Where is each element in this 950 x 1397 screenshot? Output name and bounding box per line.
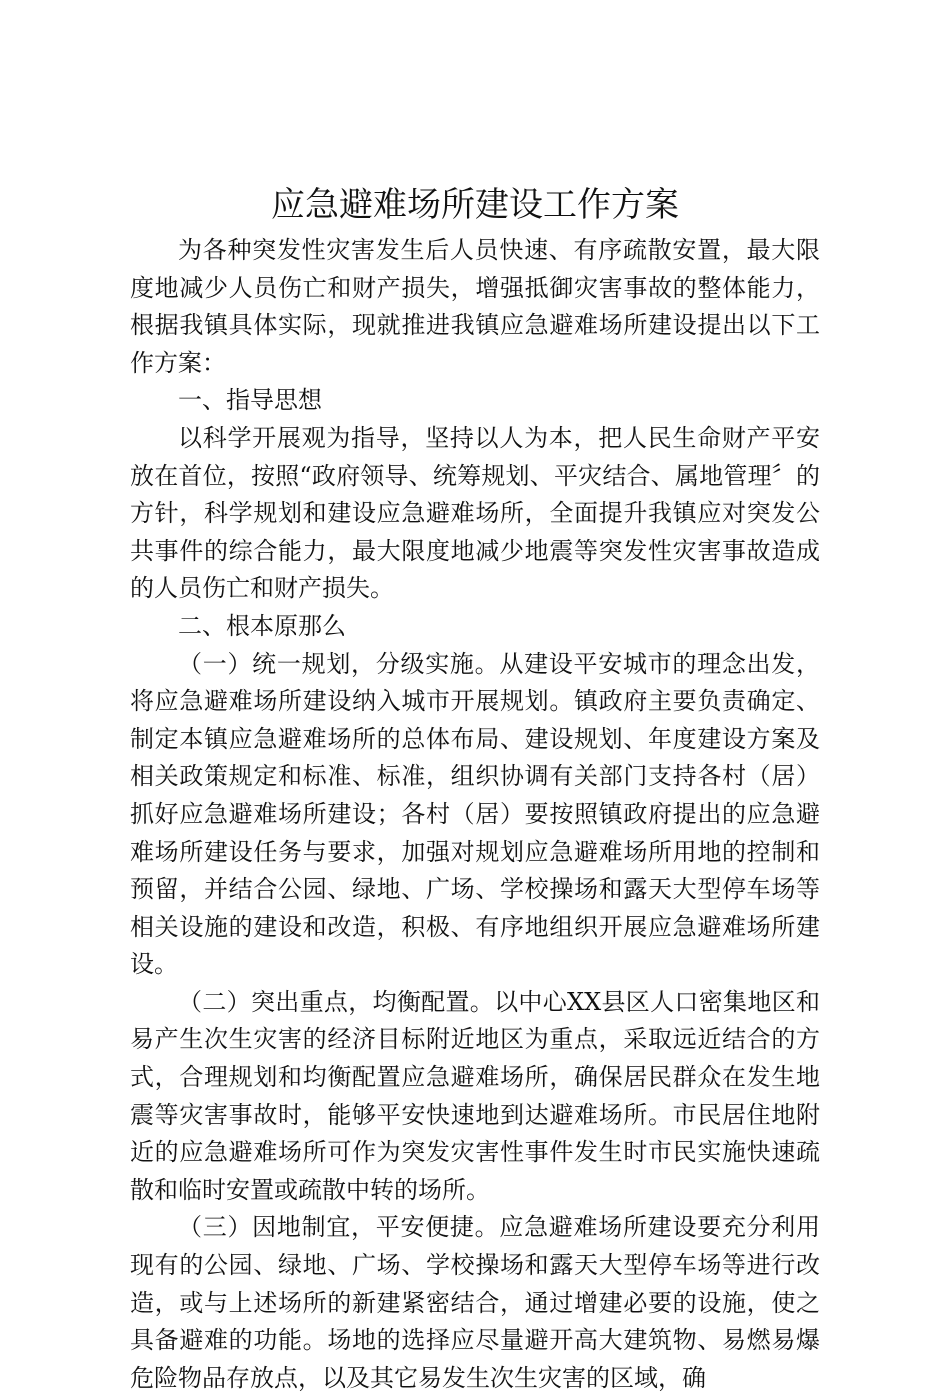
guiding-ideology-paragraph: 以科学开展观为指导，坚持以人为本，把人民生命财产平安放在首位，按照“政府领导、统筹规划、平灾结合、属地管理〞的方针，科学规划和建设应急避难场所，全面提升我镇应对突发公共事件的综合能力，最大限度地减少地震等突发性灾害事故造成的人员伤亡和财产损失。: [130, 423, 820, 603]
section-heading-basic-principles: 二、根本原那么: [178, 611, 346, 640]
section-heading-guiding-ideology: 一、指导思想: [178, 386, 322, 415]
principle-2-paragraph: （二）突出重点，均衡配置。以中心XX县区人口密集地区和易产生次生灾害的经济目标附近地区为重点，采取远近结合的方式，合理规划和均衡配置应急避难场所，确保居民群众在发生地震等灾害事故时，能够平安快速地到达避难场所。市民居住地附近的应急避难场所可作为突发灾害性事件发生时市民实施快速疏散和临时安置或疏散中转的场所。: [130, 987, 820, 1204]
principle-1-paragraph: （一）统一规划，分级实施。从建设平安城市的理念出发，将应急避难场所建设纳入城市开展规划。镇政府主要负责确定、制定本镇应急避难场所的总体布局、建设规划、年度建设方案及相关政策规定和标准、标准，组织协调有关部门支持各村（居）抓好应急避难场所建设；各村（居）要按照镇政府提出的应急避难场所建设任务与要求，加强对规划应急避难场所用地的控制和预留，并结合公园、绿地、广场、学校操场和露天大型停车场等相关设施的建设和改造，积极、有序地组织开展应急避难场所建设。: [130, 649, 820, 979]
document-title: 应急避难场所建设工作方案: [271, 185, 679, 225]
document-body: [130, 232, 820, 1397]
intro-paragraph: 为各种突发性灾害发生后人员快速、有序疏散安置，最大限度地减少人员伤亡和财产损失，增强抵御灾害事故的整体能力，根据我镇具体实际，现就推进我镇应急避难场所建设提出以下工作方案：: [130, 236, 820, 377]
principle-3-paragraph: （三）因地制宜，平安便捷。应急避难场所建设要充分利用现有的公园、绿地、广场、学校操场和露天大型停车场等进行改造，或与上述场所的新建紧密结合，通过增建必要的设施，使之具备避难的功能。场地的选择应尽量避开高大建筑物、易燃易爆危险物品存放点，以及其它易发生次生灾害的区域，确: [130, 1213, 820, 1392]
